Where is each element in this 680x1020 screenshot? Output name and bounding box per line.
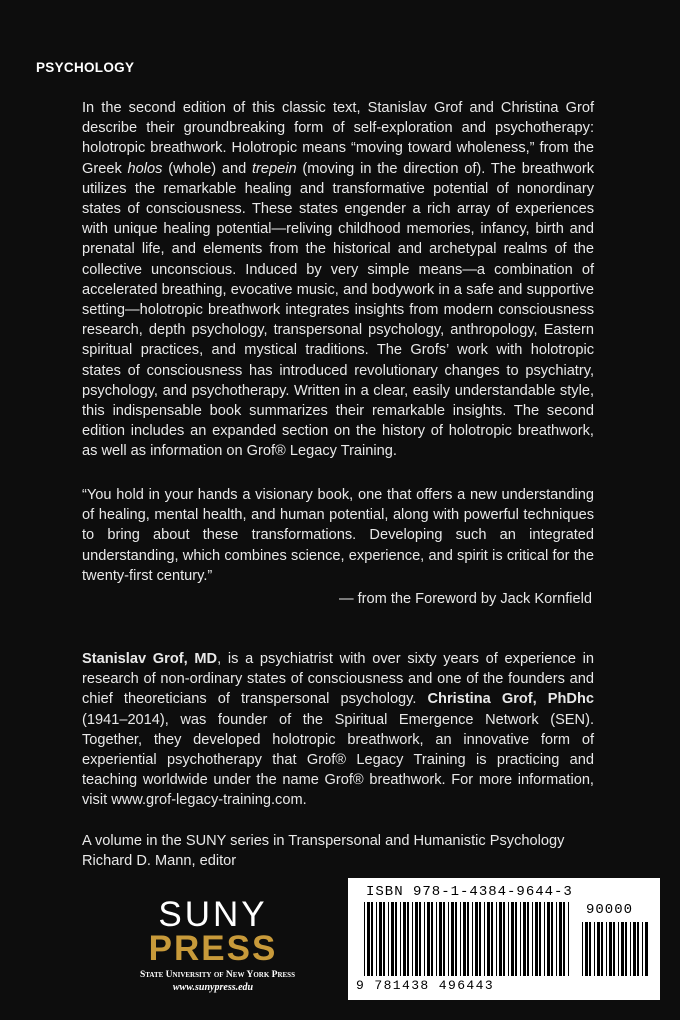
term-holos: holos bbox=[127, 160, 163, 177]
author-bio-part-2: (1941–2014), was founder of the Spiritual Emergence Network (SEN). Together, they developed holotropic breathwork, an innovative form of experiential psychotherapy that Grof® Legacy Training is practicing and teaching worldwide under the name Grof® breathwork. For more information, visit www.grof-legacy-training.com. bbox=[82, 711, 594, 809]
publisher-name: State University of New York Press bbox=[140, 970, 295, 980]
barcode-bar bbox=[589, 922, 591, 976]
barcode-bar bbox=[606, 922, 607, 976]
barcode-bar bbox=[388, 902, 389, 976]
barcode-bar bbox=[467, 902, 469, 976]
barcode-bar bbox=[472, 902, 473, 976]
barcode-bar bbox=[594, 922, 595, 976]
barcode-bar bbox=[556, 902, 557, 976]
barcode-bar bbox=[633, 922, 636, 976]
barcode-bar bbox=[547, 902, 550, 976]
barcode-bar bbox=[544, 902, 545, 976]
author-bio-part-1: , is a psychiatrist with over sixty years of experience in research of non-ordinary states of consciousness and one of the founders and chief theoreticians of transpersonal psychology. bbox=[82, 651, 594, 708]
series-title: A volume in the SUNY series in Transpersonal and Humanistic Psychology bbox=[82, 833, 565, 849]
barcode-bar bbox=[415, 902, 418, 976]
author-name-2: Christina Grof, PhDhc bbox=[427, 691, 594, 708]
barcode-bar bbox=[391, 902, 394, 976]
series-note bbox=[82, 831, 564, 871]
barcode-bar bbox=[376, 902, 377, 976]
publisher-logo bbox=[140, 895, 295, 993]
barcode-bar bbox=[621, 922, 624, 976]
author-bio bbox=[82, 649, 594, 811]
price-code: 90000 bbox=[586, 902, 634, 918]
barcode-bar bbox=[609, 922, 612, 976]
barcode-bar bbox=[403, 902, 406, 976]
barcode-bar bbox=[551, 902, 553, 976]
barcode-bar bbox=[568, 902, 569, 976]
barcode-bar bbox=[383, 902, 385, 976]
description-part-1: In the second edition of this classic text, Stanislav Grof and Christina Grof describe their groundbreaking form of self-exploration and psychotherapy: holotropic breathwork. Holotropic means “moving toward wholeness,” from the Greek bbox=[82, 100, 594, 177]
description-part-3: (moving in the direction of). The breathwork utilizes the remarkable healing and transformative potential of nonordinary states of consciousness. These states engender a rich array of experiences with unique healing potential—reliving childhood memories, infancy, birth and prenatal life, and elements from the historical and archetypal realms of the collective unconscious. Induced by very simple means—a combination of accelerated breathing, evocative music, and bodywork in a safe and supportive setting—holotropic breathwork integrates insights from modern consciousness research, depth psychology, transpersonal psychology, anthropology, Eastern spiritual practices, and mystical traditions. The Grofs’ work with holotropic states of consciousness has introduced revolutionary changes to psychiatry, psychology, and psychotherapy. Written in a clear, easily understandable style, this indispensable book summarizes their remarkable insights. The second edition includes an expanded section on the history of holotropic breathwork, as well as information on Grof® Legacy Training. bbox=[82, 160, 594, 460]
barcode-bar bbox=[613, 922, 615, 976]
quote-attribution: — from the Foreword by Jack Kornfield bbox=[338, 591, 592, 607]
barcode-bar bbox=[407, 902, 409, 976]
barcode-bar bbox=[427, 902, 430, 976]
barcode-bar bbox=[563, 902, 565, 976]
book-description bbox=[82, 98, 594, 462]
series-editor: Richard D. Mann, editor bbox=[82, 853, 237, 869]
barcode-bar bbox=[582, 922, 583, 976]
barcode-bar bbox=[527, 902, 529, 976]
barcode-bar bbox=[439, 902, 442, 976]
barcode-bar bbox=[412, 902, 413, 976]
barcode-bar bbox=[424, 902, 425, 976]
barcode-bar bbox=[625, 922, 627, 976]
barcode-bar bbox=[448, 902, 449, 976]
barcode-bar bbox=[475, 902, 478, 976]
barcode-digits: 9 781438 496443 bbox=[356, 978, 495, 993]
category-label: PSYCHOLOGY bbox=[36, 60, 135, 75]
barcode-bar bbox=[431, 902, 433, 976]
barcode-bar bbox=[601, 922, 603, 976]
barcode-bar bbox=[508, 902, 509, 976]
barcode-bar bbox=[511, 902, 514, 976]
barcode-bar bbox=[520, 902, 521, 976]
barcode-bar bbox=[499, 902, 502, 976]
logo-press-text: PRESS bbox=[148, 929, 278, 968]
barcode-bar bbox=[395, 902, 397, 976]
barcode-bar bbox=[618, 922, 619, 976]
term-trepein: trepein bbox=[251, 160, 297, 177]
barcode-bar bbox=[532, 902, 533, 976]
barcode-bar bbox=[419, 902, 421, 976]
barcode-bar bbox=[364, 902, 365, 976]
barcode-bar bbox=[367, 902, 370, 976]
barcode-bar bbox=[460, 902, 461, 976]
barcode-bar bbox=[451, 902, 454, 976]
barcode-bar bbox=[400, 902, 401, 976]
barcode-bar bbox=[515, 902, 517, 976]
logo-suny-text: SUNY bbox=[158, 895, 268, 934]
barcode-bar bbox=[379, 902, 382, 976]
publisher-url: www.sunypress.edu bbox=[172, 982, 254, 993]
barcode-bar bbox=[443, 902, 445, 976]
barcode-bar bbox=[539, 902, 541, 976]
description-part-2: (whole) and bbox=[162, 160, 252, 177]
barcode-panel bbox=[348, 878, 660, 1000]
barcode-bar bbox=[642, 922, 643, 976]
barcode-bar bbox=[645, 922, 648, 976]
barcode-bar bbox=[463, 902, 466, 976]
barcode-bar bbox=[479, 902, 481, 976]
barcode-bar bbox=[523, 902, 526, 976]
barcode-bar bbox=[559, 902, 562, 976]
isbn-label: ISBN 978-1-4384-9644-3 bbox=[366, 884, 573, 900]
barcode-bar bbox=[496, 902, 497, 976]
barcode-bar bbox=[487, 902, 490, 976]
author-name-1: Stanislav Grof, MD bbox=[82, 651, 218, 667]
barcode-bar bbox=[597, 922, 600, 976]
barcode-bar bbox=[503, 902, 505, 976]
endorsement-quote: “You hold in your hands a visionary book, one that offers a new understanding of healing, mental health, and human potential, along with powerful techniques to bring about these transformations. Developing such an integrated understanding, which combines science, experience, and spirit is critical for the twenty-first century.” bbox=[82, 487, 594, 584]
barcode-bar bbox=[585, 922, 588, 976]
barcode-bar bbox=[455, 902, 457, 976]
barcode-bar bbox=[637, 922, 639, 976]
barcode-bar bbox=[491, 902, 493, 976]
barcode-bar bbox=[484, 902, 485, 976]
barcode-bar bbox=[371, 902, 373, 976]
barcode-bar bbox=[630, 922, 631, 976]
barcode-bar bbox=[535, 902, 538, 976]
barcode-bar bbox=[436, 902, 437, 976]
